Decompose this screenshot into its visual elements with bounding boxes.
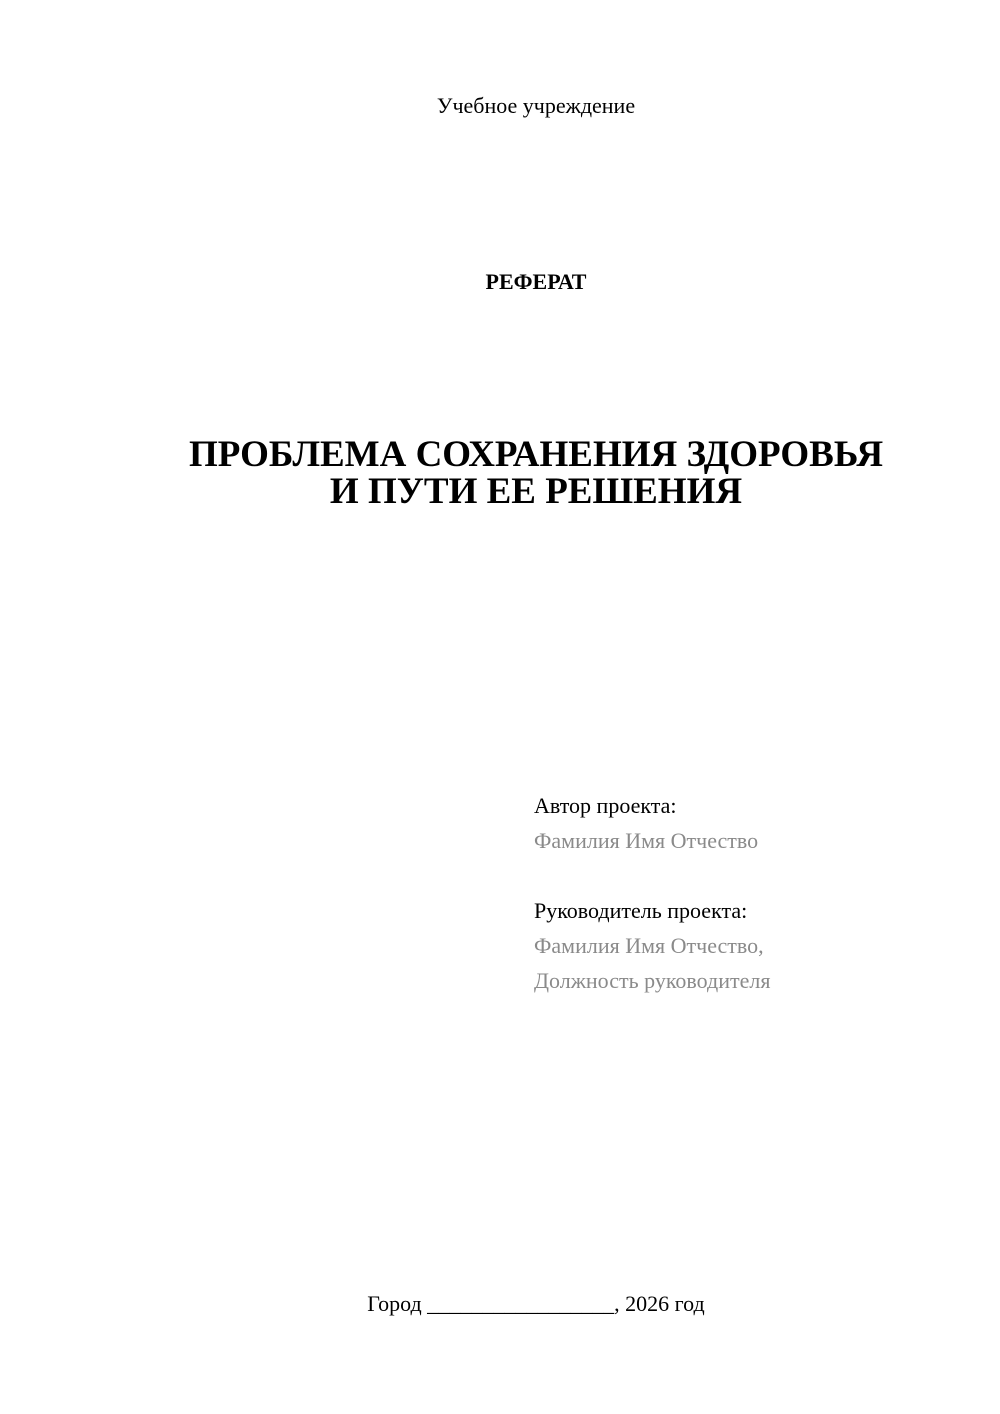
credits-spacer	[534, 858, 974, 893]
author-name: Фамилия Имя Отчество	[534, 828, 759, 853]
city-blank: _________________	[427, 1291, 615, 1316]
supervisor-label: Руководитель проекта:	[534, 898, 748, 923]
city-year-line	[0, 1290, 1000, 1318]
supervisor-position: Должность руководителя	[534, 968, 771, 993]
supervisor-name: Фамилия Имя Отчество,	[534, 933, 764, 958]
city-label: Город	[367, 1291, 422, 1316]
document-title	[100, 436, 972, 510]
year-text: , 2026 год	[614, 1291, 705, 1316]
document-title-line-2: И ПУТИ ЕЕ РЕШЕНИЯ	[329, 471, 743, 512]
author-label: Автор проекта:	[534, 793, 677, 818]
document-title-line-1: ПРОБЛЕМА СОХРАНЕНИЯ ЗДОРОВЬЯ	[188, 434, 884, 475]
credits-block	[534, 788, 974, 998]
document-type: РЕФЕРАТ	[485, 269, 587, 294]
institution-name: Учебное учреждение	[436, 93, 636, 118]
